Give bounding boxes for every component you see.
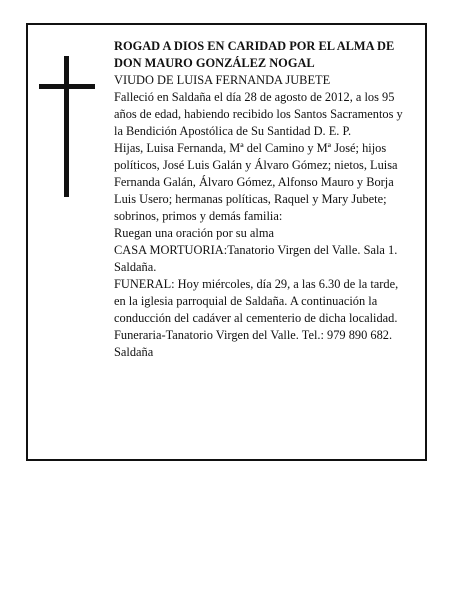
death-notice: Falleció en Saldaña el día 28 de agosto de 2012, a los 95 años de edad, habiendo recibido los Santos Sacramentos y la Bendición Apostólica de Su Santidad D. E. P. xyxy=(114,90,403,138)
obituary-text xyxy=(114,38,412,361)
funeral-home: Funeraria-Tanatorio Virgen del Valle. Tel.: 979 890 682. Saldaña xyxy=(114,328,393,359)
mortuary-info: CASA MORTUORIA:Tanatorio Virgen del Valle. Sala 1. Saldaña. xyxy=(114,243,398,274)
deceased-name: DON MAURO GONZÁLEZ NOGAL xyxy=(114,56,315,70)
widower-line: VIUDO DE LUISA FERNANDA JUBETE xyxy=(114,73,331,87)
prayer-request: Ruegan una oración por su alma xyxy=(114,226,274,240)
heading: ROGAD A DIOS EN CARIDAD POR EL ALMA DE xyxy=(114,39,395,53)
cross-vertical-bar xyxy=(64,56,69,197)
cross-horizontal-bar xyxy=(39,84,95,89)
funeral-info: FUNERAL: Hoy miércoles, día 29, a las 6.30 de la tarde, en la iglesia parroquial de Saldaña. A continuación la conducción del cadáver al cementerio de dicha localidad. xyxy=(114,277,399,325)
family-list: Hijas, Luisa Fernanda, Mª del Camino y Mª José; hijos políticos, José Luis Galán y Álvaro Gómez; nietos, Luisa Fernanda Galán, Álvaro Gómez, Alfonso Mauro y Borja Luis Usero; hermanas políticas, Raquel y Mary Jubete; sobrinos, primos y demás familia: xyxy=(114,141,398,223)
